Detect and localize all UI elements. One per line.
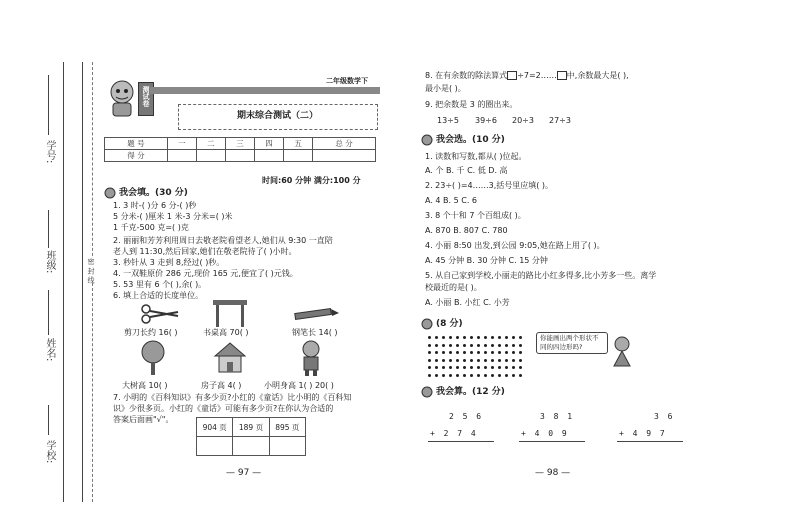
left-page-number: — 97 — [226,468,262,478]
calc1-top: 2 5 6 [449,412,484,421]
grid-dot[interactable] [449,344,452,347]
s1-line: 5. 53 里有 6 个( ),余( )。 [113,280,207,289]
speech-bubble [536,332,608,354]
s2-options[interactable]: A. 4 B. 5 C. 6 [425,196,478,205]
grid-dot[interactable] [463,344,466,347]
grid-dot[interactable] [512,344,515,347]
grade-label: 二年级数学下 [326,77,368,85]
desk-icon [212,298,248,332]
grid-dot[interactable] [498,351,501,354]
q9-item[interactable]: 20÷3 [512,116,534,125]
section-icon [103,187,117,199]
calc2-top: 3 8 1 [540,412,575,421]
header-bar [150,87,380,94]
grid-dot[interactable] [512,336,515,339]
score-head-cell: 一 [167,138,196,150]
grid-dot[interactable] [477,336,480,339]
grid-dot[interactable] [456,351,459,354]
s2-line: 2. 23÷( )=4……3,括号里应填( )。 [425,181,554,190]
caption-desk: 书桌高 70( ) [203,328,249,337]
grid-dot[interactable] [519,336,522,339]
calc1-rule [428,441,494,442]
house-icon [213,340,247,378]
grid-dot[interactable] [428,336,431,339]
grid-dot[interactable] [463,366,466,369]
grid-dot[interactable] [519,374,522,377]
grid-dot[interactable] [470,374,473,377]
name-label: 姓名: [44,338,55,362]
score-head-cell: 五 [284,138,313,150]
school-underline [48,405,49,435]
grid-dot[interactable] [519,359,522,362]
s1-q7-line: 答案后面画"√"。 [113,415,174,424]
grid-dot[interactable] [491,336,494,339]
grid-dot[interactable] [512,359,515,362]
girl-icon [610,336,634,372]
q9-item[interactable]: 13÷5 [437,116,459,125]
grid-dot[interactable] [477,351,480,354]
grid-dot[interactable] [442,344,445,347]
grid-dot[interactable] [449,359,452,362]
grid-dot[interactable] [435,366,438,369]
score-input-cell[interactable] [225,150,254,162]
grid-dot[interactable] [512,351,515,354]
grid-dot[interactable] [463,336,466,339]
grid-dot[interactable] [428,374,431,377]
score-input-cell[interactable] [313,150,376,162]
score-input-cell[interactable] [167,150,196,162]
binding-line-inner [82,62,83,502]
s1-line: 3. 秒针从 3 走到 8,经过( )秒。 [113,258,225,267]
time-info: 时间:60 分钟 满分:100 分 [262,176,361,185]
s1-q7-line: 7. 小明的《百科知识》有多少页?小红的《童话》比小明的《百科知 [113,393,352,402]
grid-dot[interactable] [442,374,445,377]
calc2-bottom: + 4 0 9 [521,429,569,438]
grid-dot[interactable] [456,374,459,377]
grid-dot[interactable] [505,359,508,362]
calc3-top: 3 6 [654,412,675,421]
score-input-cell[interactable] [196,150,225,162]
mascot-icon [104,78,140,118]
grid-dot[interactable] [435,374,438,377]
grid-dot[interactable] [512,366,515,369]
grid-dot[interactable] [449,374,452,377]
grid-dot[interactable] [442,351,445,354]
pages-table [196,417,306,456]
s2-options[interactable]: A. 45 分钟 B. 30 分钟 C. 15 分钟 [425,256,548,265]
grid-dot[interactable] [498,374,501,377]
grid-dot[interactable] [463,374,466,377]
remainder-box[interactable] [557,71,567,80]
right-page-number: — 98 — [535,468,571,478]
score-input-cell[interactable] [284,150,313,162]
grid-dot[interactable] [477,374,480,377]
grid-dot[interactable] [477,359,480,362]
grid-dot[interactable] [442,359,445,362]
grid-dot[interactable] [491,359,494,362]
grid-dot[interactable] [484,366,487,369]
bubble-text: 你能画出两个形状不同的四边形吗? [540,334,599,351]
s2-options[interactable]: A. 870 B. 807 C. 780 [425,226,508,235]
grid-dot[interactable] [456,359,459,362]
s2-line: 校最近的是( )。 [425,283,482,292]
grid-dot[interactable] [435,344,438,347]
s2-options[interactable]: A. 小丽 B. 小红 C. 小芳 [425,298,510,307]
grid-dot[interactable] [456,344,459,347]
s2-line: 1. 读数和写数,都从( )位起。 [425,152,527,161]
scissors-icon [140,303,180,329]
number-label: 学号: [44,140,55,164]
grid-dot[interactable] [498,336,501,339]
class-label: 班级: [44,250,55,274]
grid-dot[interactable] [519,351,522,354]
section-icon [420,134,434,146]
grid-dot[interactable] [449,351,452,354]
pages-check-cell[interactable] [269,437,305,456]
score-head-cell: 二 [196,138,225,150]
grid-dot[interactable] [456,336,459,339]
grid-dot[interactable] [477,344,480,347]
caption-house: 房子高 4( ) [201,381,242,390]
page-title: 期末综合测试（二） [237,111,319,121]
s1-line: 老人到 11:30,然后回家,她们在敬老院待了( )小时。 [113,247,297,256]
class-underline [48,210,49,248]
grid-dot[interactable] [470,336,473,339]
q8-lead: 8. 在有余数的除法算式 [425,71,508,80]
grid-dot[interactable] [484,359,487,362]
grid-dot[interactable] [491,374,494,377]
grid-dot[interactable] [498,344,501,347]
caption-tree: 大树高 10( ) [122,381,168,390]
grid-dot[interactable] [498,359,501,362]
s1-line: 1. 3 时-( )分 6 分-( )秒 [113,201,197,210]
grid-dot[interactable] [428,366,431,369]
grid-dot[interactable] [505,344,508,347]
q8-tail: 中,余数最大是( ), [566,71,629,80]
grid-dot[interactable] [470,344,473,347]
seal-label: 密 封 线 [87,258,95,284]
grid-dot[interactable] [484,344,487,347]
s2-options[interactable]: A. 个 B. 千 C. 低 D. 高 [425,166,508,175]
section3-title: (8 分) [436,319,463,329]
q9-item[interactable]: 27÷3 [549,116,571,125]
grid-dot[interactable] [470,366,473,369]
grid-dot[interactable] [484,374,487,377]
s2-line: 3. 8 个十和 7 个百组成( )。 [425,211,526,220]
grid-dot[interactable] [470,359,473,362]
caption-boy: 小明身高 1( ) 20( ) [264,381,334,390]
pages-check-cell[interactable] [233,437,269,456]
s1-q7-line: 识》少很多页。小红的《童话》可能有多少页?在你认为合适的 [113,404,334,413]
pages-option: 189 页 [233,418,269,437]
s1-line: 5 分米-( )厘米 1 米-3 分米=( )米 [113,212,233,221]
score-head-cell: 三 [225,138,254,150]
s1-line: 1 千克-500 克=( )克 [113,223,189,232]
dot-grid[interactable] [428,336,524,380]
section2-title: 我会选。(10 分) [436,135,505,145]
grid-dot[interactable] [484,351,487,354]
badge-text: 测试卷 [142,86,150,107]
grid-dot[interactable] [463,359,466,362]
q8-line2: 最小是( )。 [425,84,466,93]
grid-dot[interactable] [477,366,480,369]
grid-dot[interactable] [442,336,445,339]
grid-dot[interactable] [505,374,508,377]
grid-dot[interactable] [442,366,445,369]
caption-scissors: 剪刀长约 16( ) [124,328,178,337]
section4-title: 我会算。(12 分) [436,387,505,397]
grid-dot[interactable] [491,351,494,354]
tree-icon [138,340,168,380]
s1-line: 4. 一双鞋原价 286 元,现价 165 元,便宜了( )元钱。 [113,269,298,278]
grid-dot[interactable] [498,366,501,369]
score-input-cell[interactable] [255,150,284,162]
grid-dot[interactable] [484,336,487,339]
number-underline [48,75,49,135]
grid-dot[interactable] [428,351,431,354]
score-head-cell: 总 分 [313,138,376,150]
grid-dot[interactable] [470,351,473,354]
pen-icon [293,305,341,327]
calc2-rule [519,441,585,442]
pages-check-cell[interactable] [197,437,233,456]
grid-dot[interactable] [435,351,438,354]
caption-pen: 钢笔长 14( ) [292,328,338,337]
section-icon [420,318,434,330]
s1-line: 2. 丽丽和芳芳利用周日去敬老院看望老人,她们从 9:30 一直陪 [113,236,333,245]
grid-dot[interactable] [505,336,508,339]
score-row-label: 得 分 [105,150,168,162]
grid-dot[interactable] [435,336,438,339]
grid-dot[interactable] [491,344,494,347]
grid-dot[interactable] [449,336,452,339]
grid-dot[interactable] [505,366,508,369]
score-table [104,137,376,162]
s2-line: 5. 从自己家到学校,小丽走的路比小红多得多,比小芳多一些。离学 [425,271,657,280]
pages-option: 904 页 [197,418,233,437]
boy-icon [297,340,325,380]
grid-dot[interactable] [519,344,522,347]
school-label: 学校: [44,440,55,464]
binding-line-outer [63,62,64,502]
q9-text: 9. 把余数是 3 的圈出来。 [425,100,518,109]
grid-dot[interactable] [449,366,452,369]
calc3-rule [617,441,683,442]
calc1-bottom: + 2 7 4 [430,429,478,438]
calc3-bottom: + 4 9 7 [619,429,667,438]
s1-line: 6. 填上合适的长度单位。 [113,291,204,300]
grid-dot[interactable] [519,366,522,369]
q9-item[interactable]: 39÷6 [475,116,497,125]
grid-dot[interactable] [435,359,438,362]
section1-title: 我会填。(30 分) [119,188,188,198]
q8-text [425,71,629,81]
q8-mid: ÷7=2…… [517,71,557,80]
grid-dot[interactable] [512,374,515,377]
score-head-cell: 题 号 [105,138,168,150]
grid-dot[interactable] [456,366,459,369]
grid-dot[interactable] [428,359,431,362]
grid-dot[interactable] [505,351,508,354]
name-underline [48,290,49,335]
dividend-box[interactable] [507,71,517,80]
grid-dot[interactable] [428,344,431,347]
section-icon [420,386,434,398]
s2-line: 4. 小丽 8:50 出发,到公园 9:05,她在路上用了( )。 [425,241,605,250]
grid-dot[interactable] [463,351,466,354]
pages-option: 895 页 [269,418,305,437]
grid-dot[interactable] [491,366,494,369]
score-head-cell: 四 [255,138,284,150]
